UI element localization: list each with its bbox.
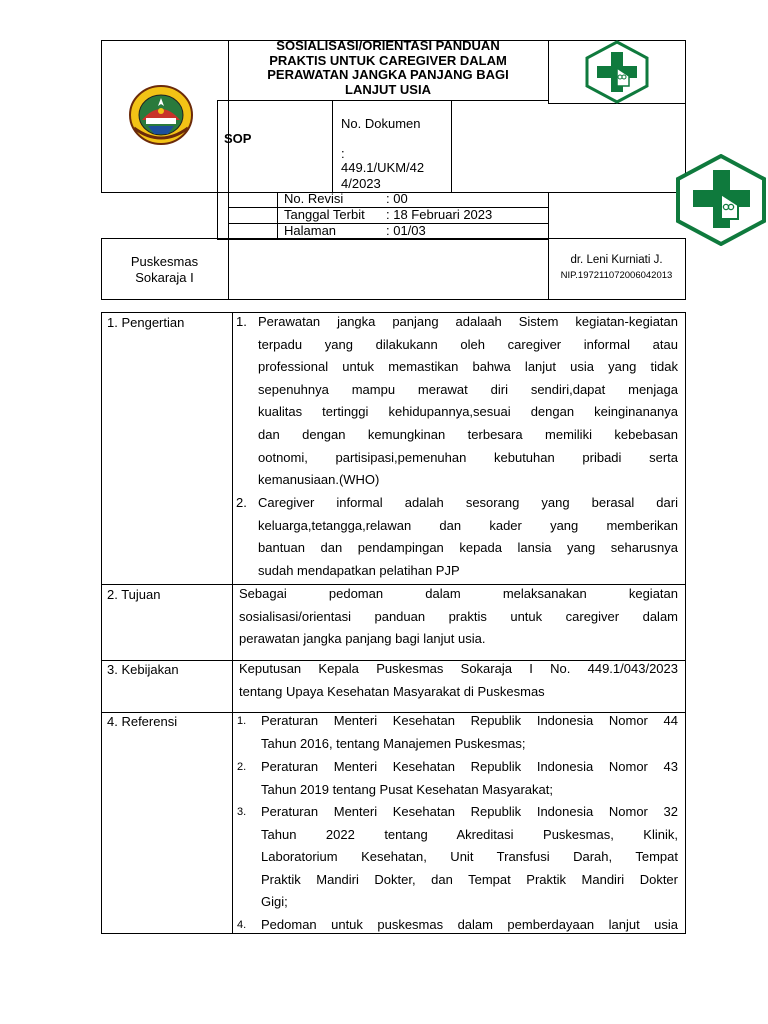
text-line: Tahun 2022 tentang Akreditasi Puskesmas, Klinik,	[261, 826, 678, 842]
header-divider-right	[548, 40, 549, 104]
title-line: SOSIALISASI/ORIENTASI PANDUAN	[276, 38, 500, 53]
pengertian-item-1-text	[258, 311, 678, 492]
regency-seal-icon	[128, 84, 194, 146]
pengertian-item-2-text	[258, 492, 678, 582]
content-col-divider	[232, 312, 233, 934]
revisi-label: No. Revisi	[284, 191, 344, 206]
item-number: 2.	[236, 495, 247, 510]
text-line: sosialisasi/orientasi panduan praktis untuk caregiver dalam	[239, 608, 678, 624]
text-line: terpadu yang dilakukann oleh caregiver informal atau	[258, 336, 678, 352]
text-line: Sebagai pedoman dalam melaksanakan kegiatan	[239, 586, 678, 601]
referensi-item-2-text	[261, 756, 678, 801]
text-line: professional untuk memastikan bahwa lanjut usia yang tidak	[258, 359, 678, 375]
text-line: Laboratorium Kesehatan, Unit Transfusi Darah, Tempat	[261, 849, 678, 865]
text-line: Praktik Mandiri Dokter, dan Tempat Praktik Mandiri Dokter	[261, 871, 678, 887]
signatory-divider-right	[548, 238, 549, 300]
text-line: ootnomi, partisipasi,pemenuhan kebutuhan pribadi serta	[258, 449, 678, 465]
item-number: 2.	[237, 761, 247, 773]
text-line: keluarga,tetangga,relawan dan kader yang memberikan	[258, 517, 678, 533]
item-number: 1.	[237, 715, 247, 727]
text-line: Peraturan Menteri Kesehatan Republik Indonesia Nomor 32	[261, 804, 678, 819]
puskesmas-name-line: Puskesmas	[130, 254, 199, 269]
label-tujuan: 2. Tujuan	[107, 587, 161, 602]
terbit-label: Tanggal Terbit	[284, 207, 365, 222]
text-line: Perawatan jangka panjang adalaah Sistem kegiatan-kegiatan	[258, 314, 678, 329]
signatory-name: dr. Leni Kurniati J.	[570, 254, 663, 266]
puskesmas-name	[101, 254, 228, 286]
puskesmas-cross-logo-icon	[583, 40, 651, 104]
halaman-value: : 01/03	[386, 223, 426, 238]
item-number: 3.	[237, 806, 247, 818]
text-line: sudah mendapatkan pelatihan PJP	[258, 562, 460, 578]
label-kebijakan: 3. Kebijakan	[107, 662, 179, 677]
doc-no-label: No. Dokumen	[341, 116, 421, 131]
revisi-value: : 00	[386, 191, 408, 206]
text-line: Tahun 2016, tentang Manajemen Puskesmas;	[261, 735, 526, 751]
text-line: Keputusan Kepala Puskesmas Sokaraja I No. 449.1/043/2023	[239, 661, 678, 676]
text-line: perawatan jangka panjang bagi lanjut usia.	[239, 631, 486, 647]
label-pengertian: 1. Pengertian	[107, 315, 185, 330]
doc-no-value	[341, 160, 424, 192]
signatory-divider-left	[228, 238, 229, 300]
referensi-item-3-text	[261, 801, 678, 914]
doc-no-value-line: 4/2023	[341, 176, 381, 191]
tujuan-text	[239, 583, 678, 651]
title-line: PRAKTIS UNTUK CAREGIVER DALAM	[269, 52, 507, 68]
signatory-nip: NIP.197211072006042013	[560, 270, 673, 281]
text-line: Peraturan Menteri Kesehatan Republik Indonesia Nomor 43	[261, 759, 678, 774]
terbit-value: : 18 Februari 2023	[386, 207, 493, 222]
title-line: PERAWATAN JANGKA PANJANG BAGI	[267, 67, 509, 82]
text-line: Pedoman untuk puskesmas dalam pemberdayaan lanjut usia	[261, 917, 678, 932]
doc-no-divider-left	[332, 100, 333, 192]
text-line: tentang Upaya Kesehatan Masyarakat di Puskesmas	[239, 683, 545, 699]
text-line: sepenuhnya mampu merawat diri sendiri,dapat menjaga	[258, 381, 678, 397]
text-line: Tahun 2019 tentang Pusat Kesehatan Masyarakat;	[261, 781, 553, 797]
text-line: kemanusiaan.(WHO)	[258, 472, 380, 488]
doc-no-colon: :	[341, 146, 345, 161]
text-line: Caregiver informal adalah sesorang yang berasal dari	[258, 495, 678, 510]
item-number: 4.	[237, 919, 247, 931]
puskesmas-name-line: Sokaraja I	[135, 270, 194, 285]
referensi-item-1-text	[261, 710, 678, 755]
sop-label: SOP	[224, 131, 252, 146]
text-line: Peraturan Menteri Kesehatan Republik Indonesia Nomor 44	[261, 713, 678, 728]
text-line: dan dengan kemungkinan terbesara memiliki kebebasan	[258, 426, 678, 442]
kebijakan-text	[239, 658, 678, 703]
text-line: Gigi;	[261, 894, 288, 910]
halaman-label: Halaman	[284, 223, 337, 238]
referensi-item-4-text	[261, 914, 678, 937]
title-line: LANJUT USIA	[345, 81, 431, 97]
doc-no-value-line: 449.1/UKM/42	[341, 160, 425, 175]
puskesmas-cross-logo-large-icon	[674, 154, 768, 246]
text-line: kualitas tertinggi kehidupannya,sesuai dengan keinginananya	[258, 404, 678, 420]
item-number: 1.	[236, 314, 247, 329]
document-title	[232, 39, 544, 97]
doc-no-divider-right	[451, 100, 452, 192]
label-referensi: 4. Referensi	[107, 714, 178, 729]
text-line: bantuan dan pendampingan kepada lansia yang seharusnya	[258, 540, 678, 556]
